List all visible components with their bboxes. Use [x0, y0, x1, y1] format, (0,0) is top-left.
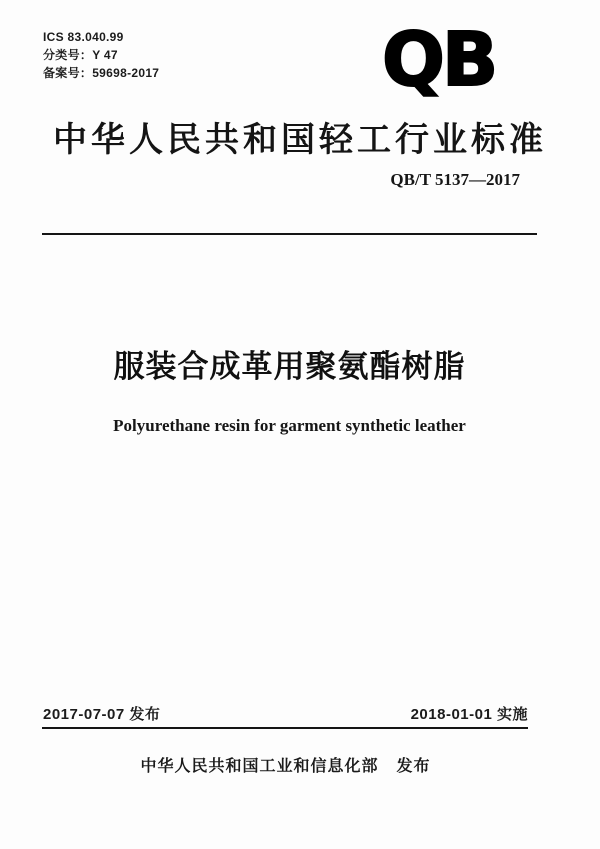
- standard-category-title: 中华人民共和国轻工行业标准: [53, 121, 547, 159]
- standard-code: QB/T 5137—2017: [390, 170, 520, 189]
- qb-logo: QB: [382, 17, 496, 103]
- footer-divider-line: [42, 727, 528, 729]
- issue-date: 2017-07-07 发布: [43, 706, 161, 723]
- ics-number: ICS 83.040.99: [43, 30, 124, 44]
- footer-dates-row: [43, 703, 528, 724]
- implementation-date: 2018-01-01 实施: [410, 706, 528, 723]
- title-block: [42, 348, 537, 436]
- document-title-english: Polyurethane resin for garment synthetic leather: [113, 416, 466, 435]
- classification-number: 分类号：Y 47: [43, 48, 118, 62]
- header-divider-line: [42, 233, 537, 235]
- publish-label: 发布: [396, 758, 431, 775]
- record-number: 备案号：59698-2017: [43, 66, 160, 80]
- issuer-row: [43, 753, 528, 776]
- meta-block: [43, 28, 159, 82]
- publisher-name: 中华人民共和国工业和信息化部: [140, 758, 379, 775]
- document-title-chinese: 服装合成革用聚氨酯树脂: [113, 349, 466, 384]
